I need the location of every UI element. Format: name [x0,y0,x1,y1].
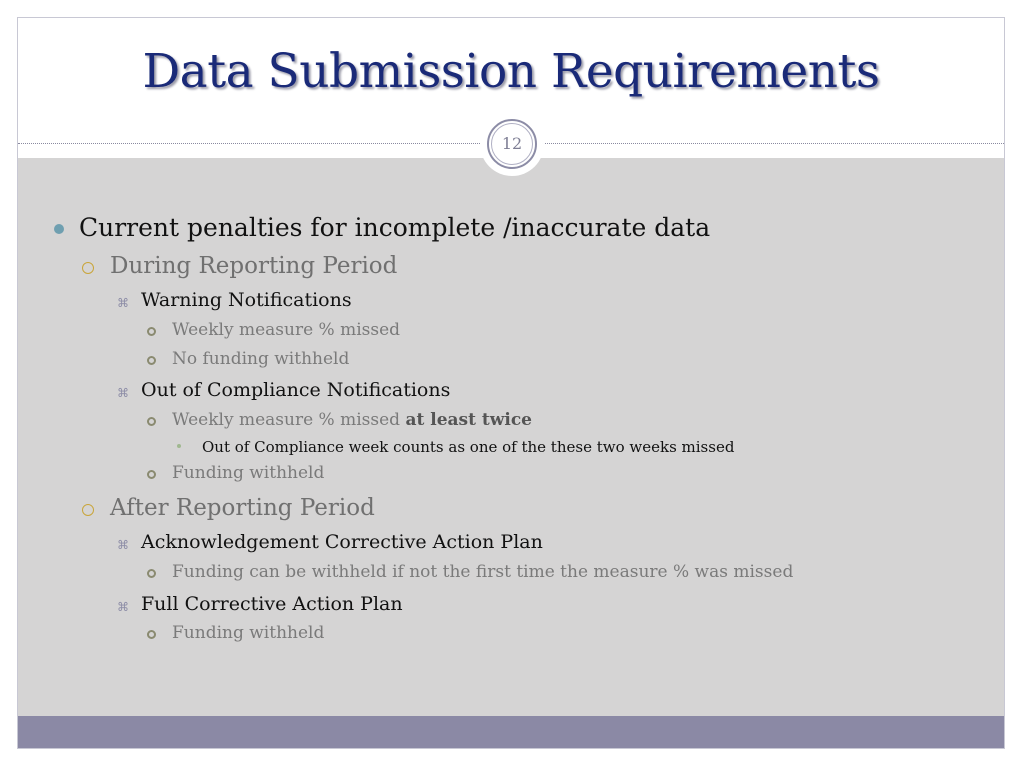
hollow-circle-bullet-icon [82,504,94,516]
bullet-level3: Acknowledgement Corrective Action Plan [141,531,543,553]
bullet-level3: Out of Compliance Notifications [141,379,451,401]
bullet-level4-bold-text: at least twice [405,410,532,430]
ring-bullet-icon [147,327,156,336]
content-area [18,158,1004,716]
bullet-level1: Current penalties for incomplete /inaccurate data [79,213,711,242]
ring-bullet-icon [147,470,156,479]
x-cross-bullet-icon: ⌘ [117,296,129,310]
bullet-level4: Weekly measure % missed [172,320,401,340]
filled-circle-bullet-icon [54,224,64,234]
page-number: 12 [491,123,533,165]
bullet-level3: Full Corrective Action Plan [141,593,403,615]
bullet-level4: Funding withheld [172,623,325,643]
x-cross-bullet-icon: ⌘ [117,386,129,400]
page-number-badge [480,112,544,176]
footer-bar [18,716,1004,749]
bullet-level4: Funding can be withheld if not the first time the measure % was missed [172,562,794,582]
slide-title: Data Submission Requirements [142,44,880,99]
x-cross-bullet-icon: ⌘ [117,600,129,614]
ring-bullet-icon [147,630,156,639]
slide [17,17,1005,749]
bullet-level4 [172,410,532,430]
ring-bullet-icon [147,569,156,578]
x-cross-bullet-icon: ⌘ [117,538,129,552]
ring-bullet-icon [147,417,156,426]
bullet-level5: Out of Compliance week counts as one of the these two weeks missed [202,438,735,456]
small-dot-bullet-icon [177,444,181,448]
hollow-circle-bullet-icon [82,262,94,274]
bullet-level2: After Reporting Period [110,495,375,521]
bullet-level3: Warning Notifications [141,289,352,311]
ring-bullet-icon [147,356,156,365]
bullet-level4-text: Weekly measure % missed [172,410,406,430]
bullet-level4: Funding withheld [172,463,325,483]
bullet-level4: No funding withheld [172,349,350,369]
bullet-level2: During Reporting Period [110,253,398,279]
